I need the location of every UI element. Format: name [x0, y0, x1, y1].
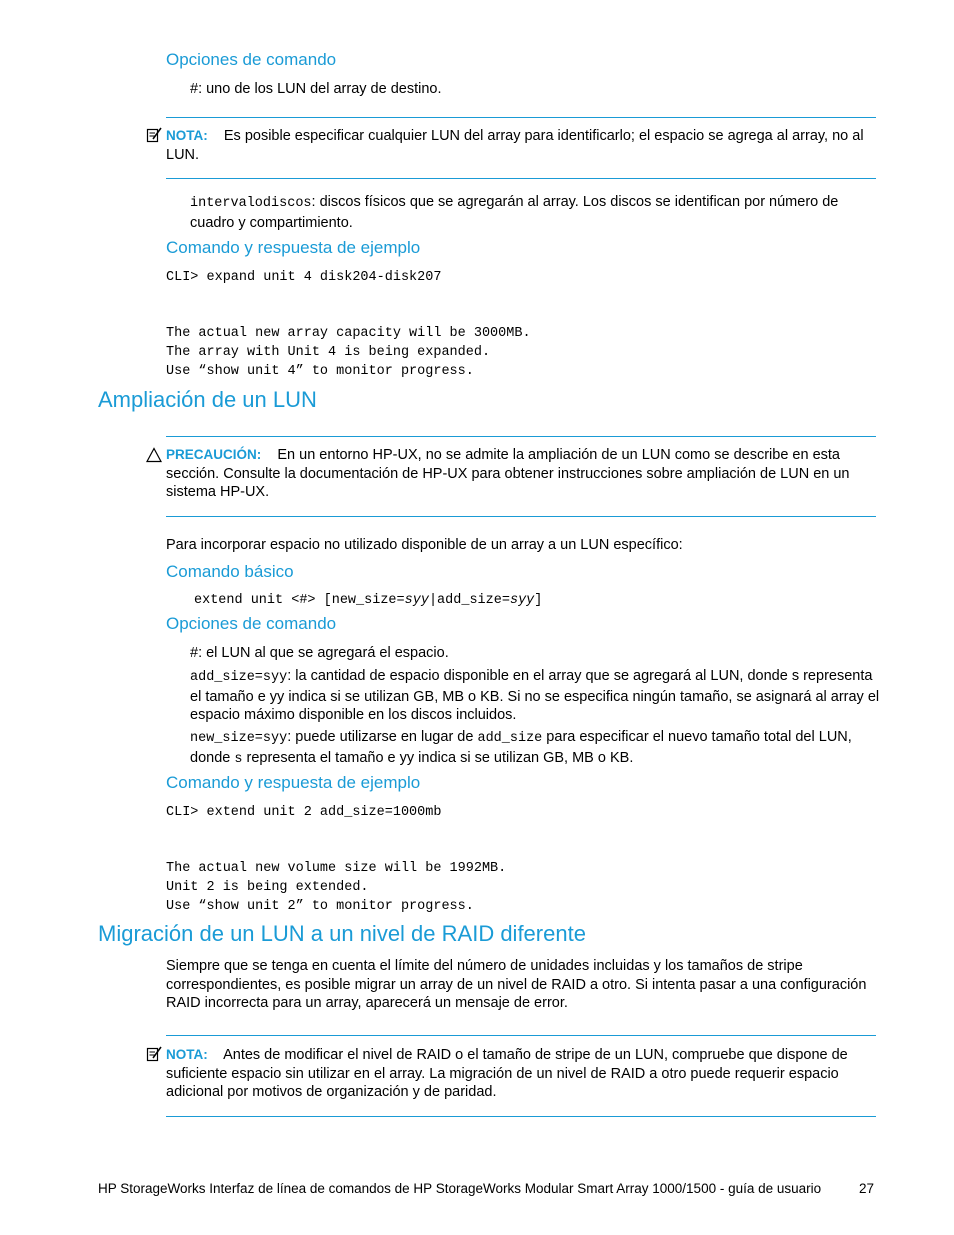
option-code: s — [234, 751, 243, 767]
basic-cmd-var2: syy — [509, 593, 535, 608]
basic-cmd-var1: syy — [404, 593, 429, 608]
option-code: intervalodiscos — [190, 196, 312, 211]
section-title-ampliacion: Ampliación de un LUN — [98, 387, 317, 412]
note-1 — [166, 127, 876, 164]
subheading-opciones-2: Opciones de comando — [166, 614, 337, 633]
note-label: NOTA: — [166, 128, 208, 143]
cli-command-2: CLI> extend unit 2 add_size=1000mb — [166, 805, 442, 820]
note-text: Antes de modificar el nivel de RAID o el tamaño de stripe de un LUN, compruebe que dispone de suficiente espacio sin utilizar en el array. La migración de un nivel de RAID a otro puede requerir espacio adicional por motivos de organización y de paridad. — [166, 1047, 848, 1100]
caution-icon — [145, 446, 163, 464]
note-text: Es posible especificar cualquier LUN del array para identificarlo; el espacio se agrega al array, no al LUN. — [166, 128, 864, 163]
basic-command — [194, 593, 542, 608]
caution-rule-bottom — [166, 516, 876, 517]
option-text: : puede utilizarse en lugar de — [287, 729, 478, 745]
note-rule-top-1 — [166, 117, 876, 118]
option-add-size — [190, 667, 880, 725]
option-text: : discos físicos que se agregarán al array. Los discos se identifican por número de cuadro y compartimiento. — [190, 194, 839, 231]
caution-label: PRECAUCIÓN: — [166, 447, 262, 462]
caution — [166, 446, 876, 502]
page-number: 27 — [859, 1181, 875, 1196]
section-title-migracion: Migración de un LUN a un nivel de RAID diferente — [98, 921, 586, 946]
note-rule-top-2 — [166, 1035, 876, 1036]
note-2 — [166, 1046, 876, 1102]
note-icon — [145, 1045, 163, 1063]
footer-text: HP StorageWorks Interfaz de línea de comandos de HP StorageWorks Modular Smart Array 1000/1500 - guía de usuario — [98, 1181, 822, 1196]
option-code: new_size=syy — [190, 731, 288, 746]
cli-response-1: The actual new array capacity will be 3000MB. The array with Unit 4 is being expanded. Use “show unit 4” to monitor progress. — [166, 326, 531, 379]
option-text: representa el tamaño e yy indica si se utilizan GB, MB o KB. — [242, 749, 634, 766]
option-text: para especificar el nuevo tamaño total del LUN, donde — [190, 729, 852, 766]
cli-command-1: CLI> expand unit 4 disk204-disk207 — [166, 270, 442, 285]
note-label: NOTA: — [166, 1047, 208, 1062]
note-icon — [145, 126, 163, 144]
option-new-size — [190, 728, 880, 769]
option-text: : la cantidad de espacio disponible en el array que se agregará al LUN, donde s representa el tamaño e yy indica si se utilizan GB, MB o KB. Si no se especifica ningún tamaño, se asignará al array el espacio máximo disponible en los discos incluidos. — [190, 668, 880, 723]
option-hash-1: #: uno de los LUN del array de destino. — [190, 81, 442, 97]
option-code: add_size — [477, 731, 543, 746]
basic-cmd-sep: |add_size= — [428, 593, 510, 608]
cli-response-2: The actual new volume size will be 1992MB. Unit 2 is being extended. Use “show unit 2” to monitor progress. — [166, 861, 507, 914]
caution-text: En un entorno HP-UX, no se admite la ampliación de un LUN como se describe en esta sección. Consulte la documentación de HP-UX para obtener instrucciones sobre ampliación de LUN en un sistema HP-UX. — [166, 447, 850, 500]
subheading-opciones-1: Opciones de comando — [166, 50, 337, 69]
option-intervalodiscos — [190, 193, 880, 232]
caution-rule-top — [166, 436, 876, 437]
subheading-basico: Comando básico — [166, 562, 294, 581]
intro-migracion: Siempre que se tenga en cuenta el límite del número de unidades incluidas y los tamaños de stripe correspondientes, es posible migrar un array de un nivel de RAID a otro. Si intenta pasar a una configuración RAID incorrecta para un array, aparecerá un mensaje de error. — [166, 958, 867, 1011]
subheading-ejemplo-2: Comando y respuesta de ejemplo — [166, 773, 421, 792]
subheading-ejemplo-1: Comando y respuesta de ejemplo — [166, 238, 421, 257]
option-code: add_size=syy — [190, 670, 288, 685]
note-rule-bottom-1 — [166, 178, 876, 179]
option-hash-2: #: el LUN al que se agregará el espacio. — [190, 645, 449, 661]
basic-cmd-close: ] — [534, 593, 543, 608]
note-rule-bottom-2 — [166, 1116, 876, 1117]
intro-ampliacion: Para incorporar espacio no utilizado disponible de un array a un LUN específico: — [166, 537, 683, 553]
basic-cmd-prefix: extend unit <#> [new_size= — [194, 593, 405, 608]
